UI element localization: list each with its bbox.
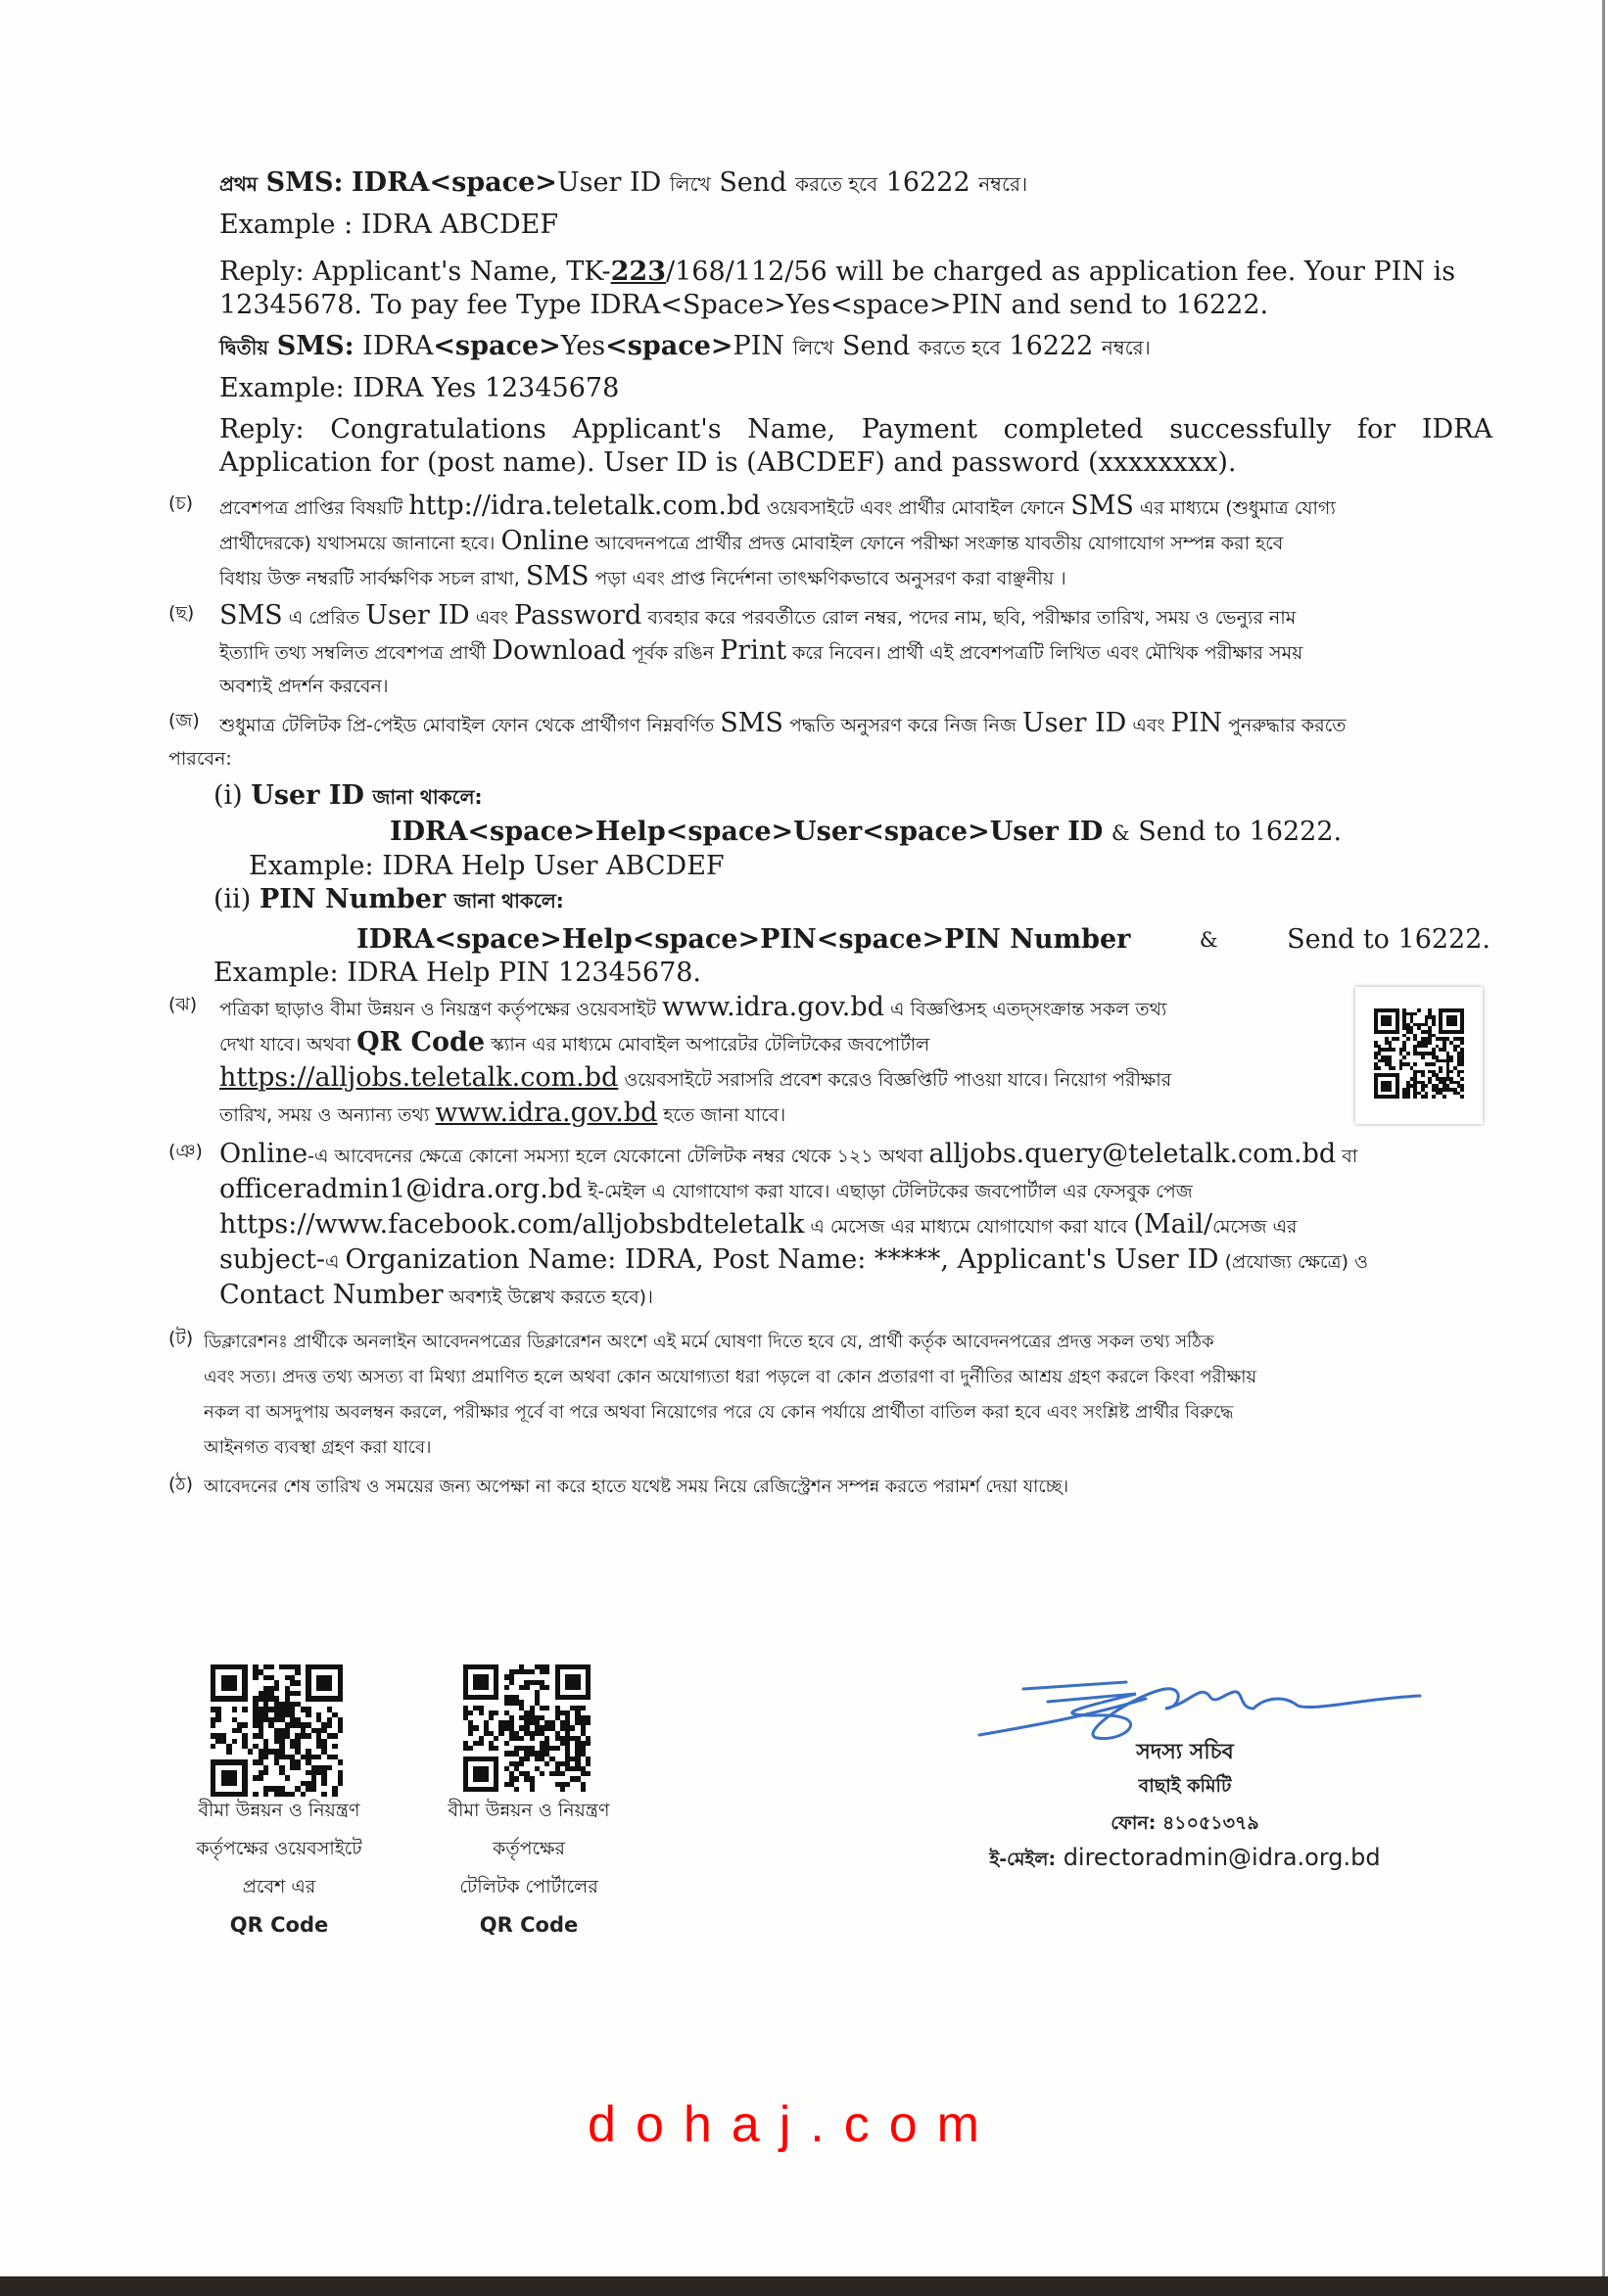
sub-i-example: Example: IDRA Help User ABCDEF: [249, 851, 725, 881]
cmd-part: <space>: [433, 331, 561, 361]
qr-code-icon: [211, 1664, 343, 1797]
fee-amount: 223: [610, 257, 666, 287]
bn-text: এবং: [1132, 715, 1165, 736]
sub-title: User ID: [251, 780, 364, 811]
sub-num: (i): [213, 780, 243, 811]
director-email-link[interactable]: directoradmin@idra.org.bd: [1063, 1844, 1381, 1871]
bn-text: করতে হবে: [795, 172, 878, 196]
bn-text: অবশ্যই উল্লেখ করতে হবে)।: [449, 1287, 653, 1308]
bn-text: ওয়েবসাইটে সরাসরি প্রবেশ করেও বিজ্ঞপ্তিটি পাওয়া যাবে। নিয়োগ পরীক্ষার: [624, 1069, 1172, 1091]
second-example: Example: IDRA Yes 12345678: [219, 373, 620, 403]
ampersand: &: [1199, 928, 1218, 952]
sms-number: 16222: [1009, 331, 1094, 361]
bn-text: এ: [324, 1251, 340, 1273]
reply-text: /168/112/56 will be charged as application fee. Your PIN is: [666, 257, 1456, 287]
bn-text: আইনগত ব্যবস্থা গ্রহণ করা যাবে।: [204, 1437, 432, 1458]
sms-command: IDRA<space>Help<space>PIN<space>PIN Number: [356, 924, 1131, 955]
bn-text: হতে জানা যাবে।: [663, 1104, 786, 1126]
sub-ii-command: [213, 923, 1490, 957]
en-text: Password: [513, 600, 642, 631]
second-sms-label: SMS:: [276, 331, 355, 361]
en-text: User ID: [365, 600, 470, 631]
sub-ii-example: Example: IDRA Help PIN 12345678.: [213, 958, 702, 988]
alljobs-teletalk-link[interactable]: https://alljobs.teletalk.com.bd: [219, 1062, 619, 1093]
bn-text: পূর্বক রঙিন: [632, 642, 715, 664]
first-sms-line: [219, 166, 1492, 201]
first-sms-prefix: প্রথম: [219, 172, 258, 196]
en-text: subject-: [219, 1244, 325, 1275]
email-line: [930, 1844, 1440, 1877]
bn-text: করতে হবে: [918, 336, 1001, 359]
en-text: Download: [492, 635, 627, 666]
bn-text: দেখা যাবে। অথবা: [219, 1034, 352, 1055]
en-text: Organization Name: IDRA, Post Name: *****, Applicant's User ID: [345, 1244, 1219, 1275]
reply-text: Reply: Applicant's Name, TK-: [219, 257, 611, 287]
phone-number: ৪১০৫১৩৭৯: [1161, 1812, 1259, 1834]
officeradmin-email-link[interactable]: officeradmin1@idra.org.bd: [219, 1174, 583, 1204]
sub-i-command: [213, 816, 1487, 850]
qr-code-icon: [1355, 987, 1483, 1124]
bn-text: স্ক্যান এর মাধ্যমে মোবাইল অপারেটর টেলিটকের জবপোর্টাল: [491, 1034, 930, 1055]
bn-text: জানা থাকলে:: [372, 785, 483, 809]
cmd-part: PIN: [733, 331, 784, 361]
phone-line: [930, 1809, 1440, 1841]
item-tha: [168, 1471, 1492, 1504]
bn-text: বা: [1342, 1146, 1358, 1167]
first-sms-command-bold: IDRA<space>: [352, 167, 557, 198]
bn-text: তারিখ, সময় ও অন্যান্য তথ্য: [219, 1104, 430, 1126]
email-label: ই-মেইল:: [989, 1849, 1057, 1870]
en-text: User ID: [1021, 708, 1127, 738]
item-marker: (জ): [168, 710, 200, 731]
cmd-part: <space>: [605, 331, 733, 361]
item-marker: (ট): [168, 1328, 194, 1349]
bn-text: মেসেজ এর: [1212, 1216, 1298, 1238]
second-sms-prefix: দ্বিতীয়: [219, 336, 269, 359]
recovery-instructions: [213, 779, 1490, 990]
send-word: Send: [841, 331, 911, 361]
en-text: Online: [500, 526, 590, 556]
bn-text: (প্রযোজ্য ক্ষেত্রে) ও: [1224, 1251, 1369, 1273]
scan-edge: [0, 2276, 1608, 2296]
ampersand: &: [1111, 821, 1130, 845]
first-example: Example : IDRA ABCDEF: [219, 210, 559, 240]
en-text: Online: [219, 1139, 308, 1169]
bn-text: ওয়েবসাইটে এবং প্রার্থীর মোবাইল ফোনে: [766, 497, 1065, 519]
signature-icon: [930, 1655, 1440, 1743]
item-marker: (ছ): [168, 602, 195, 624]
bn-text: এ বিজ্ঞপ্তিসহ এতদ্‌সংক্রান্ত সকল তথ্য: [890, 999, 1167, 1020]
second-sms-line: [219, 330, 1492, 364]
en-text: SMS: [219, 600, 283, 631]
item-jha: [168, 991, 1339, 1132]
item-cha: [168, 490, 1492, 595]
item-chha: [168, 599, 1492, 703]
bn-text: নকল বা অসদুপায় অবলম্বন করলে, পরীক্ষার পূর্বে বা পরে অথবা নিয়োগের পরে যে কোন পর্যায়ে প্রার্থীতা বাতিল করা হবে এবং সংশ্লিষ্ট প্রার্থীর বিরুদ্ধে: [204, 1402, 1234, 1423]
en-text: Print: [720, 635, 787, 666]
sms-instructions: [219, 166, 1492, 480]
first-sms-label: SMS:: [265, 167, 344, 198]
first-reply-line-2: 12345678. To pay fee Type IDRA<Space>Yes<space>PIN and send to 16222.: [219, 290, 1269, 320]
caption-qr-label: QR Code: [229, 1913, 329, 1937]
en-text: (Mail/: [1133, 1209, 1213, 1240]
alljobs-query-email-link[interactable]: alljobs.query@teletalk.com.bd: [928, 1139, 1337, 1169]
caption-qr-label: QR Code: [479, 1913, 579, 1937]
item-marker: (চ): [168, 492, 194, 514]
cmd-part: IDRA: [362, 331, 434, 361]
bn-text: পদ্ধতি অনুসরণ করে নিজ নিজ: [788, 715, 1017, 736]
bn-text: ডিক্লারেশনঃ প্রার্থীকে অনলাইন আবেদনপত্রের ডিক্লারেশন অংশে এই মর্মে ঘোষণা দিতে হবে যে, প্রার্থী কর্তৃক আবেদনপত্রের প্রদত্ত সকল তথ্য সঠিক: [204, 1332, 1214, 1352]
sms-number: 16222: [885, 167, 970, 198]
item-marker: (ঝ): [168, 994, 198, 1015]
sub-num: (ii): [213, 884, 252, 914]
second-reply-line-2: Application for (post name). User ID is (ABCDEF) and password (xxxxxxxx).: [219, 447, 1237, 478]
item-marker: (ঞ): [168, 1141, 203, 1162]
signatory-title: সদস্য সচিব: [1136, 1740, 1234, 1764]
committee-name: বাছাই কমিটি: [1138, 1775, 1232, 1797]
admit-card-url-link[interactable]: http://idra.teletalk.com.bd: [408, 491, 761, 521]
caption-line: টেলিটক পোর্টালের: [459, 1876, 598, 1898]
qr-code-icon: [463, 1664, 591, 1792]
bn-text: নম্বরে।: [978, 172, 1028, 196]
facebook-page-link[interactable]: https://www.facebook.com/alljobsbdteletalk: [219, 1209, 805, 1240]
bn-text: লিখে: [669, 172, 711, 196]
bn-text: এবং: [475, 607, 508, 629]
en-text: Contact Number: [219, 1280, 444, 1310]
bn-text: শুধুমাত্র টেলিটক প্রি-পেইড মোবাইল ফোন থেকে প্রার্থীগণ নিম্নবর্ণিত: [219, 715, 715, 736]
en-text: SMS: [525, 561, 590, 591]
sub-title: PIN Number: [259, 884, 447, 914]
item-ja: [168, 707, 1492, 775]
sub-ii-title: [213, 883, 1487, 917]
bn-text: লিখে: [792, 336, 834, 359]
caption-line: বীমা উন্নয়ন ও নিয়ন্ত্রণ: [448, 1800, 610, 1821]
bn-text: পারবেন:: [168, 748, 232, 770]
bn-text: অবশ্যই প্রদর্শন করবেন।: [219, 676, 389, 697]
caption-line: প্রবেশ এর: [242, 1876, 316, 1898]
cmd-end: Send to 16222.: [1287, 924, 1490, 955]
en-text: PIN: [1170, 708, 1223, 738]
cmd-end: Send to 16222.: [1138, 817, 1343, 847]
en-text: QR Code: [356, 1027, 486, 1057]
item-marker: (ঠ): [168, 1474, 193, 1495]
bn-text: এ মেসেজ এর মাধ্যমে যোগাযোগ করা যাবে: [810, 1216, 1128, 1238]
qr-code-pattern: [1374, 1008, 1464, 1099]
caption-line: কর্তৃপক্ষের ওয়েবসাইটে: [196, 1838, 362, 1859]
bn-text: প্রার্থীদেরকে) যথাসময়ে জানানো হবে।: [219, 533, 496, 554]
bn-text: পুনরুদ্ধার করতে: [1228, 715, 1347, 736]
idra-website-link[interactable]: www.idra.gov.bd: [435, 1098, 658, 1128]
caption-line: বীমা উন্নয়ন ও নিয়ন্ত্রণ: [198, 1800, 360, 1821]
qr-module: [1460, 1095, 1464, 1099]
en-text: SMS: [720, 708, 783, 738]
bn-text: এর মাধ্যমে (শুধুমাত্র যোগ্য: [1139, 497, 1336, 519]
item-ta: [168, 1325, 1492, 1466]
bn-text: পত্রিকা ছাড়াও বীমা উন্নয়ন ও নিয়ন্ত্রণ কর্তৃপক্ষের ওয়েবসাইট: [219, 999, 656, 1020]
en-text: SMS: [1070, 491, 1134, 521]
sub-i-title: [213, 779, 1487, 814]
caption-line: কর্তৃপক্ষের: [493, 1838, 565, 1859]
item-nya: [168, 1138, 1492, 1314]
bn-text: আবেদনপত্রে প্রার্থীর প্রদত্ত মোবাইল ফোনে পরীক্ষা সংক্রান্ত যাবতীয় যোগাযোগ সম্পন্ন করা হবে: [594, 533, 1284, 554]
send-word: Send: [719, 167, 787, 198]
first-reply-line-1: [219, 256, 1492, 289]
bn-text: ব্যবহার করে পরবর্তীতে রোল নম্বর, পদের নাম, ছবি, পরীক্ষার তারিখ, সময় ও ভেন্যুর নাম: [647, 607, 1297, 629]
bn-text: প্রবেশপত্র প্রাপ্তির বিষয়টি: [219, 497, 403, 519]
bn-text: বিধায় উক্ত নম্বরটি সার্বক্ষণিক সচল রাখা,: [219, 568, 520, 589]
bn-text: এ প্রেরিত: [288, 607, 360, 629]
qr-caption-teletalk: [411, 1792, 646, 1945]
sms-command: IDRA<space>Help<space>User<space>User ID: [390, 817, 1104, 847]
bn-text: -এ আবেদনের ক্ষেত্রে কোনো সমস্যা হলে যেকোনো টেলিটক নম্বর থেকে ১২১ অথবা: [307, 1146, 923, 1167]
qr-caption-website: [157, 1792, 402, 1945]
bn-text: পড়া এবং প্রাপ্ত নির্দেশনা তাৎক্ষণিকভাবে অনুসরণ করা বাঞ্ছনীয় ।: [594, 568, 1066, 589]
phone-label: ফোন:: [1111, 1812, 1157, 1834]
idra-website-link[interactable]: www.idra.gov.bd: [662, 992, 884, 1022]
second-reply-line-1: Reply: Congratulations Applicant's Name, Payment completed successfully for IDRA: [219, 414, 1492, 445]
bn-text: এবং সত্য। প্রদত্ত তথ্য অসত্য বা মিথ্যা প্রমাণিত হলে অথবা কোন অযোগ্যতা ধরা পড়লে বা কোন প্রতারণা বা দুর্নীতির আশ্রয় গ্রহণ করলে কিংবা পরীক্ষায়: [204, 1367, 1257, 1387]
bn-text: নম্বরে।: [1101, 336, 1151, 359]
bn-text: জানা থাকলে:: [453, 889, 564, 913]
watermark-text: dohaj.com: [588, 2096, 999, 2153]
bn-text: আবেদনের শেষ তারিখ ও সময়ের জন্য অপেক্ষা না করে হাতে যথেষ্ট সময় নিয়ে রেজিস্ট্রেশন সম্পন্ন করতে পরামর্শ দেয়া যাচ্ছে।: [204, 1476, 1069, 1497]
cmd-part: Yes: [560, 331, 606, 361]
bn-text: করে নিবেন। প্রার্থী এই প্রবেশপত্রটি লিখিত এবং মৌখিক পরীক্ষার সময়: [792, 642, 1303, 664]
bn-text: ইত্যাদি তথ্য সম্বলিত প্রবেশপত্র প্রার্থী: [219, 642, 487, 664]
first-sms-command: User ID: [556, 167, 662, 198]
bn-text: ই-মেইল এ যোগাযোগ করা যাবে। এছাড়া টেলিটকের জবপোর্টাল এর ফেসবুক পেজ: [588, 1181, 1193, 1202]
